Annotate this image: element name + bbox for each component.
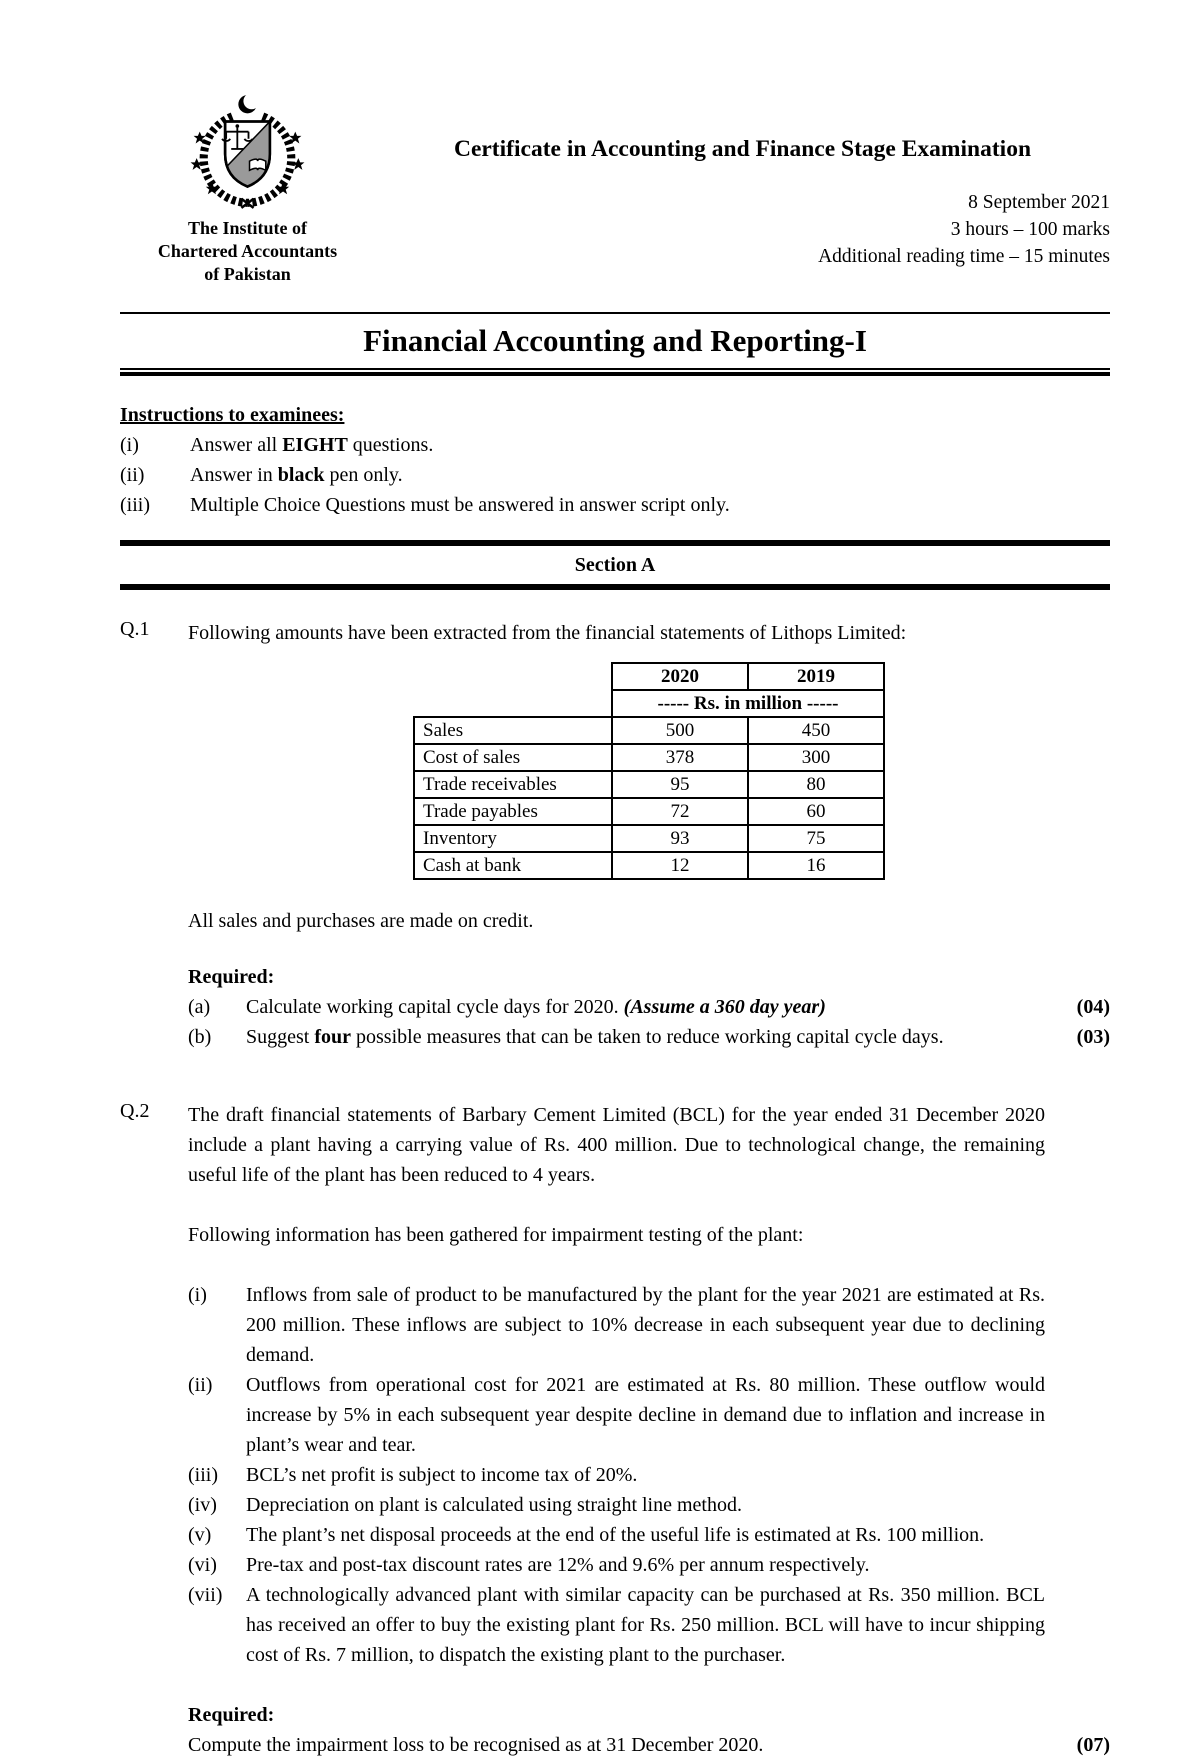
table-col-header-2020: 2020 xyxy=(612,663,748,690)
instruction-text: Answer in black pen only. xyxy=(190,464,403,486)
instruction-text: Multiple Choice Questions must be answered in answer script only. xyxy=(190,494,730,516)
exam-reading-time: Additional reading time – 15 minutes xyxy=(818,246,1110,267)
exam-duration: 3 hours – 100 marks xyxy=(950,219,1110,240)
item-text: Inflows from sale of product to be manufactured by the plant for the year 2021 are estimated at Rs. 200 million. These inflows are subject to 10% decrease in each subsequent year due to declining demand. xyxy=(246,1284,1045,1366)
list-item xyxy=(188,1490,1045,1520)
table-row: Trade receivables 95 80 xyxy=(414,771,884,798)
instruction-number: (iii) xyxy=(120,494,150,516)
instruction-item xyxy=(120,430,1110,460)
q1-required-heading: Required: xyxy=(188,966,275,988)
institute-name-line: The Institute of xyxy=(187,218,307,238)
item-number: (vi) xyxy=(188,1554,217,1576)
table-ghost-cell xyxy=(414,663,612,690)
table-header-row xyxy=(414,663,884,690)
marks-badge: (04) xyxy=(1076,996,1110,1018)
q1-intro: Following amounts have been extracted from the financial statements of Lithops Limited: xyxy=(188,622,907,644)
item-text: A technologically advanced plant with similar capacity can be purchased at Rs. 350 million. BCL has received an offer to buy the existing plant for Rs. 250 million. BCL will have to incur shipping cost of Rs. 7 million, to dispatch the existing plant to the purchaser. xyxy=(246,1584,1045,1666)
list-item xyxy=(188,1370,1045,1460)
q2-item-list xyxy=(188,1280,1110,1670)
marks-badge: (07) xyxy=(1076,1734,1110,1756)
q2-paragraph-1: The draft financial statements of Barbary Cement Limited (BCL) for the year ended 31 December 2020 include a plant having a carrying value of Rs. 400 million. Due to technological change, the remaining useful life of the plant has been reduced to 4 years. xyxy=(188,1104,1045,1186)
part-text: Calculate working capital cycle days for 2020. (Assume a 360 day year) xyxy=(246,996,826,1018)
table-unit-header: ----- Rs. in million ----- xyxy=(612,690,884,717)
instructions-block xyxy=(120,400,1110,520)
item-number: (ii) xyxy=(188,1374,213,1396)
page-header xyxy=(120,85,1110,286)
exam-meta xyxy=(375,189,1110,270)
section-bar-bottom xyxy=(120,584,1110,590)
part-number: (a) xyxy=(188,996,211,1018)
section-a-band xyxy=(120,540,1110,590)
table-ghost-cell xyxy=(414,690,612,717)
q1-part-b xyxy=(188,1022,1110,1052)
list-item xyxy=(188,1550,1045,1580)
q2-paragraph-2: Following information has been gathered for impairment testing of the plant: xyxy=(188,1224,804,1246)
section-a-label: Section A xyxy=(574,554,656,576)
table-row: Cash at bank 12 16 xyxy=(414,852,884,879)
list-item xyxy=(188,1280,1045,1370)
instruction-number: (i) xyxy=(120,434,139,456)
item-number: (vii) xyxy=(188,1584,223,1606)
institute-name xyxy=(120,217,375,286)
q2-required-heading: Required: xyxy=(188,1704,275,1726)
table-row: Sales 500 450 xyxy=(414,717,884,744)
marks-badge: (03) xyxy=(1076,1026,1110,1048)
icap-crest-icon xyxy=(178,91,318,213)
item-text: Outflows from operational cost for 2021 are estimated at Rs. 80 million. These outflow would increase by 5% in each subsequent year despite decline in demand due to inflation and increase in plant’s wear and tear. xyxy=(246,1374,1045,1456)
item-text: Depreciation on plant is calculated using straight line method. xyxy=(246,1494,742,1516)
instruction-text: Answer all EIGHT questions. xyxy=(190,434,434,456)
rule-below-title-thick xyxy=(120,372,1110,376)
table-row: Inventory 93 75 xyxy=(414,825,884,852)
header-right xyxy=(375,85,1110,286)
exam-date: 8 September 2021 xyxy=(968,192,1110,213)
q2-required-text: Compute the impairment loss to be recognised as at 31 December 2020. xyxy=(188,1734,764,1756)
part-number: (b) xyxy=(188,1026,212,1048)
table-col-header-2019: 2019 xyxy=(748,663,884,690)
instruction-item xyxy=(120,460,1110,490)
item-number: (iv) xyxy=(188,1494,217,1516)
rule-above-title xyxy=(120,312,1110,314)
item-number: (iii) xyxy=(188,1464,218,1486)
list-item xyxy=(188,1520,1045,1550)
exam-stage-title: Certificate in Accounting and Finance Stage Examination xyxy=(453,136,1032,162)
table-row: Trade payables 72 60 xyxy=(414,798,884,825)
list-item xyxy=(188,1460,1045,1490)
instructions-heading: Instructions to examinees: xyxy=(120,404,345,426)
q1-financials-table xyxy=(413,662,885,880)
part-text: Suggest four possible measures that can be taken to reduce working capital cycle days. xyxy=(246,1026,944,1048)
q2-required-line xyxy=(188,1730,1110,1760)
item-number: (i) xyxy=(188,1284,207,1306)
question-number: Q.1 xyxy=(120,618,150,640)
table-unit-row xyxy=(414,690,884,717)
question-number: Q.2 xyxy=(120,1100,150,1122)
q1-note: All sales and purchases are made on credit. xyxy=(188,910,534,932)
institute-logo-block xyxy=(120,85,375,286)
paper-title: Financial Accounting and Reporting-I xyxy=(363,323,867,358)
table-row: Cost of sales 378 300 xyxy=(414,744,884,771)
item-text: The plant’s net disposal proceeds at the end of the useful life is estimated at Rs. 100 million. xyxy=(246,1524,985,1546)
question-1 xyxy=(120,618,1110,1052)
instruction-number: (ii) xyxy=(120,464,145,486)
question-2 xyxy=(120,1100,1110,1760)
item-number: (v) xyxy=(188,1524,212,1546)
list-item xyxy=(188,1580,1045,1670)
institute-name-line: Chartered Accountants xyxy=(157,241,338,261)
q1-part-a xyxy=(188,992,1110,1022)
item-text: BCL’s net profit is subject to income tax of 20%. xyxy=(246,1464,638,1486)
instruction-item xyxy=(120,490,1110,520)
item-text: Pre-tax and post-tax discount rates are 12% and 9.6% per annum respectively. xyxy=(246,1554,870,1576)
institute-name-line: of Pakistan xyxy=(204,264,291,284)
